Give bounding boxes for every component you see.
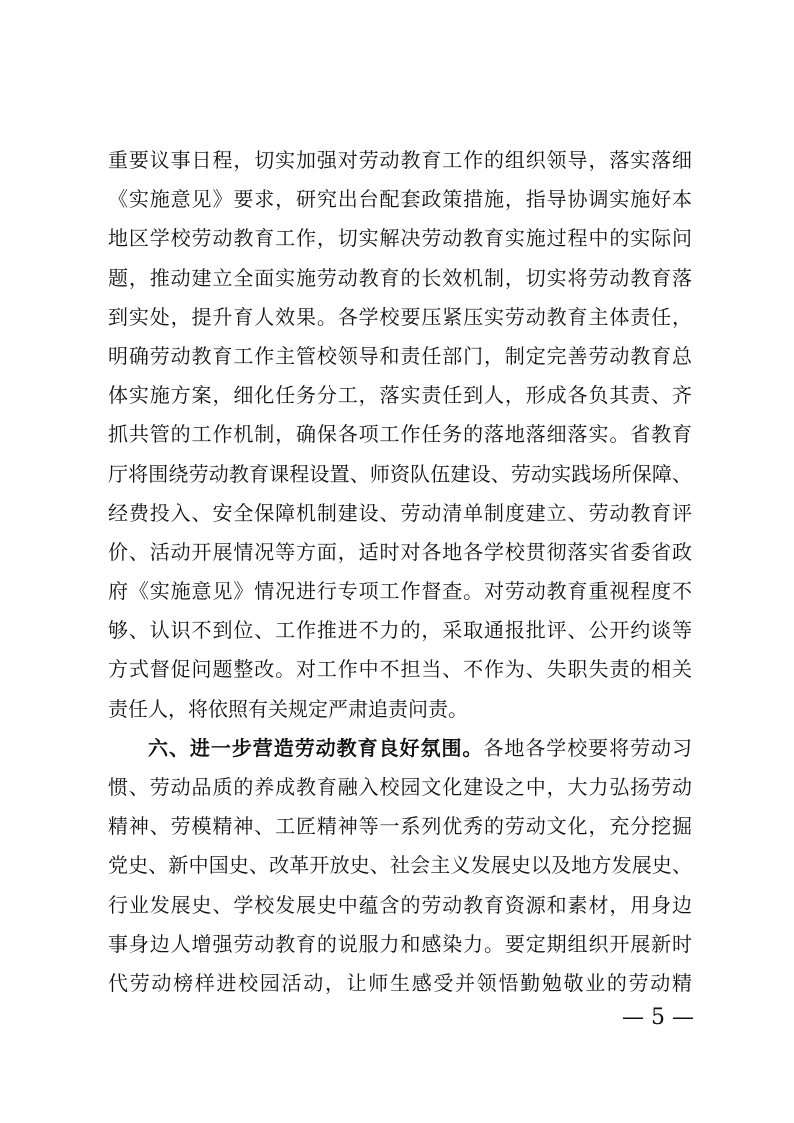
paragraph-line: 惯、劳动品质的养成教育融入校园文化建设之中，大力弘扬劳动	[108, 775, 692, 799]
paragraph-line: 题，推动建立全面实施劳动教育的长效机制，切实将劳动教育落	[108, 265, 692, 290]
paragraph-line: 厅将围绕劳动教育课程设置、师资队伍建设、劳动实践场所保障、	[108, 461, 692, 486]
paragraph-line: 事身边人增强劳动教育的说服力和感染力。要定期组织开展新时	[108, 931, 692, 956]
paragraph-line: 经费投入、安全保障机制建设、劳动清单制度建立、劳动教育评	[108, 500, 692, 525]
section-6-heading: 六、进一步营造劳动教育良好氛围。	[148, 735, 484, 760]
paragraph-line: 精神、劳模精神、工匠精神等一系列优秀的劳动文化，充分挖掘	[108, 814, 692, 839]
paragraph-line: 府《实施意见》情况进行专项工作督查。对劳动教育重视程度不	[108, 579, 692, 604]
paragraph-line: 党史、新中国史、改革开放史、社会主义发展史以及地方发展史、	[108, 853, 692, 878]
paragraph-line: 体实施方案，细化任务分工，落实责任到人，形成各负其责、齐	[108, 383, 692, 408]
paragraph-line: 《实施意见》要求，研究出台配套政策措施，指导协调实施好本	[108, 187, 692, 212]
paragraph-line: 价、活动开展情况等方面，适时对各地各学校贯彻落实省委省政	[108, 539, 692, 564]
paragraph-line: 抓共管的工作机制，确保各项工作任务的落地落细落实。省教育	[108, 422, 692, 447]
paragraph-line: 方式督促问题整改。对工作中不担当、不作为、失职失责的相关	[108, 657, 692, 682]
paragraph-line: 到实处，提升育人效果。各学校要压紧压实劳动教育主体责任，	[108, 304, 692, 329]
paragraph-line: 明确劳动教育工作主管校领导和责任部门，制定完善劳动教育总	[108, 343, 692, 368]
paragraph-line: 责任人，将依照有关规定严肃追责问责。	[108, 696, 468, 721]
section-6-first-line	[108, 729, 692, 768]
paragraph-line: 重要议事日程，切实加强对劳动教育工作的组织领导，落实落细	[108, 148, 692, 172]
paragraph-line: 行业发展史、学校发展史中蕴含的劳动教育资源和素材，用身边	[108, 892, 692, 917]
paragraph-line: 代劳动榜样进校园活动，让师生感受并领悟勤勉敬业的劳动精	[108, 970, 692, 995]
section-6-paragraph	[108, 729, 692, 1003]
body-text	[108, 141, 692, 1003]
paragraph-line: 够、认识不到位、工作推进不力的，采取通报批评、公开约谈等	[108, 618, 692, 643]
page-number: — 5 —	[622, 1005, 694, 1030]
paragraph-1	[108, 141, 692, 729]
section-6-first-line-text: 各地各学校要将劳动习	[483, 735, 693, 760]
paragraph-line: 地区学校劳动教育工作，切实解决劳动教育实施过程中的实际问	[108, 226, 692, 251]
